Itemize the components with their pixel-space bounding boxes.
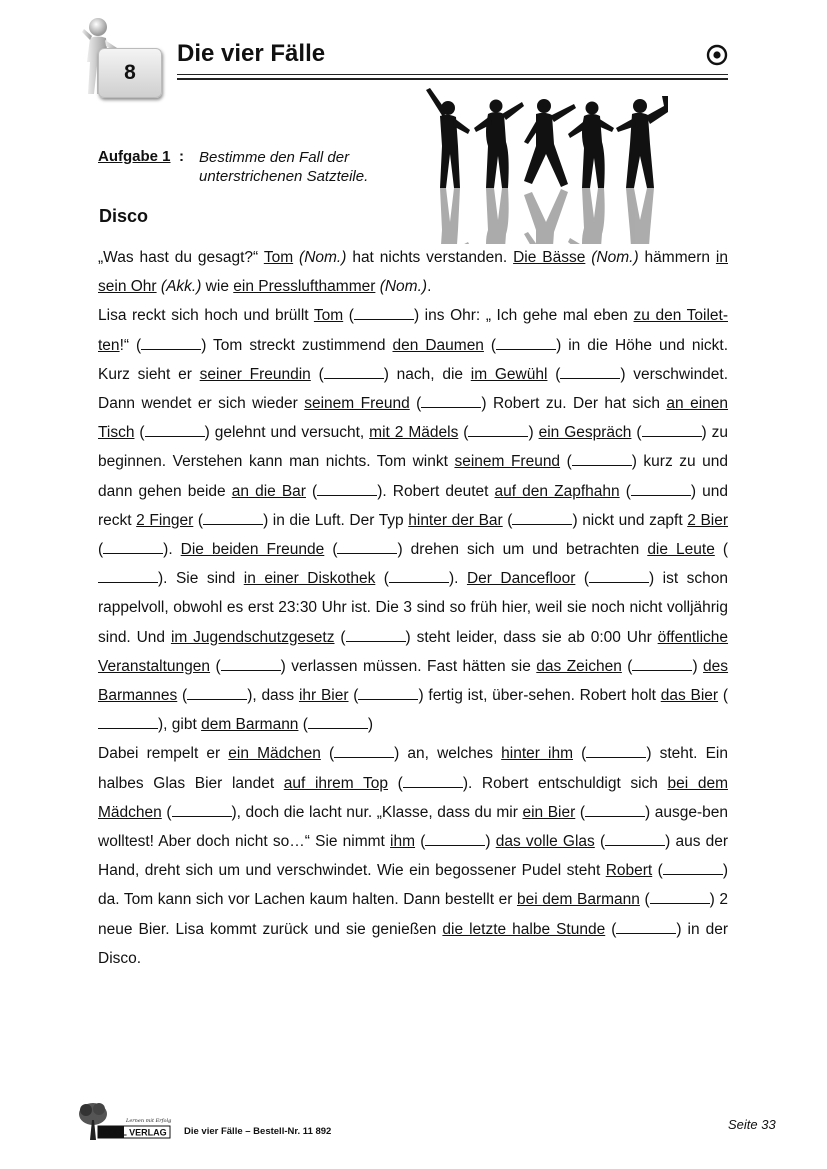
- answer-blank[interactable]: [616, 921, 676, 934]
- answer-blank[interactable]: [187, 687, 247, 700]
- dancers-silhouette-image: [418, 84, 680, 244]
- answer-blank[interactable]: [172, 804, 232, 817]
- story-text: [98, 243, 728, 973]
- kohl-verlag-logo: [76, 1100, 172, 1148]
- task-colon: :: [179, 148, 184, 165]
- story-title: Disco: [99, 206, 149, 226]
- page-number: Seite 33: [728, 1117, 776, 1132]
- answer-blank[interactable]: [317, 483, 377, 496]
- answer-blank[interactable]: [354, 307, 414, 320]
- answer-blank[interactable]: [324, 366, 384, 379]
- answer-blank[interactable]: [141, 337, 201, 350]
- answer-blank[interactable]: [221, 658, 281, 671]
- answer-blank[interactable]: [650, 891, 710, 904]
- paragraph-2: Lisa reckt sich hoch und brüllt Tom ( ) ins Ohr: „ Ich gehe mal eben zu den Toilet-ten!“ ( ) Tom streckt zustimmend den Daumen ( ) in die Höhe und nickt. Kurz sieht er seiner Freundin ( ) nach, die im Gewühl ( ) verschwindet. Dann wendet er sich wieder seinem Freund ( ) Robert zu. Der hat sich an einen Tisch ( ) gelehnt und versucht, mit 2 Mädels ( ) ein Gespräch ( ) zu beginnen. Verstehen kann man nichts. Tom winkt seinem Freund ( ) kurz zu und dann gehen beide an die Bar ( ). Robert deutet auf den Zapfhahn ( ) und reckt 2 Finger ( ) in die Luft. Der Typ hinter der Bar ( ) nickt und zapft 2 Bier ( ). Die beiden Freunde ( ) drehen sich um und betrachten die Leute (). Sie sind in einer Diskothek ( ). Der Dancefloor ( ) ist schon rappelvoll, obwohl es erst 23:30 Uhr ist. Die 3 sind so früh hier, weil sie noch nicht volljährig sind. Und im Jugendschutzgesetz ( ) steht leider, dass sie ab 0:00 Uhr öffentliche Veranstaltungen ( ) verlassen müssen. Fast hätten sie das Zeichen ( ) des Barmannes ( ), dass ihr Bier ( ) fertig ist, über-sehen. Robert holt das Bier (), gibt dem Barmann ( ): [98, 307, 729, 734]
- answer-blank[interactable]: [631, 483, 691, 496]
- answer-blank[interactable]: [632, 658, 692, 671]
- answer-blank[interactable]: [496, 337, 556, 350]
- case-answer: (Akk.): [160, 278, 202, 296]
- answer-blank[interactable]: [572, 453, 632, 466]
- answer-blank[interactable]: [468, 424, 528, 437]
- task-instruction: Bestimme den Fall der unterstrichenen Satzteile.: [199, 149, 369, 185]
- svg-text:KOHL VERLAG: KOHL VERLAG: [101, 1127, 167, 1138]
- answer-blank[interactable]: [334, 745, 394, 758]
- answer-blank[interactable]: [103, 541, 163, 554]
- target-icon: [706, 44, 728, 66]
- answer-blank[interactable]: [605, 833, 665, 846]
- answer-blank[interactable]: [586, 745, 646, 758]
- answer-blank[interactable]: [589, 570, 649, 583]
- answer-blank[interactable]: [145, 424, 205, 437]
- task-label: Aufgabe 1: [98, 148, 171, 165]
- header-rule-thin: [177, 74, 728, 75]
- footer-order-info: Die vier Fälle – Bestell-Nr. 11 892: [184, 1126, 332, 1137]
- answer-blank[interactable]: [425, 833, 485, 846]
- answer-blank[interactable]: [203, 512, 263, 525]
- paragraph-1: „Was hast du gesagt?“ Tom (Nom.) hat nichts verstanden. Die Bässe (Nom.) hämmern in sein Ohr (Akk.) wie ein Presslufthammer (Nom.).: [98, 249, 728, 296]
- answer-blank[interactable]: [585, 804, 645, 817]
- answer-blank[interactable]: [642, 424, 702, 437]
- answer-blank[interactable]: [403, 775, 463, 788]
- answer-blank[interactable]: [512, 512, 572, 525]
- case-answer: (Nom.): [379, 278, 428, 296]
- answer-blank[interactable]: [663, 862, 723, 875]
- answer-blank[interactable]: [337, 541, 397, 554]
- answer-blank[interactable]: [98, 716, 158, 729]
- underlined-phrase: Die Bässe: [513, 249, 586, 266]
- answer-blank[interactable]: [389, 570, 449, 583]
- answer-blank[interactable]: [346, 629, 406, 642]
- answer-blank[interactable]: [308, 716, 368, 729]
- underlined-phrase: Tom: [263, 249, 294, 266]
- case-answer: (Nom.): [299, 249, 347, 266]
- underlined-phrase: in sein Ohr: [98, 249, 728, 296]
- answer-blank[interactable]: [421, 395, 481, 408]
- header-rule-thick: [177, 78, 728, 80]
- answer-blank[interactable]: [358, 687, 418, 700]
- paragraph-3: Dabei rempelt er ein Mädchen ( ) an, welches hinter ihm ( ) steht. Ein halbes Glas Bier landet auf ihrem Top ( ). Robert entschuldigt sich bei dem Mädchen ( ), doch die lacht nur. „Klasse, dass du mir ein Bier ( ) ausge-ben wolltest! Aber doch nicht so…“ Sie nimmt ihm ( ) das volle Glas ( ) aus der Hand, dreht sich um und verschwindet. Wie ein begossener Pudel steht Robert ( ) da. Tom kann sich vor Lachen kaum halten. Dann bestellt er bei dem Barmann ( ) 2 neue Bier. Lisa kommt zurück und sie genießen die letzte halbe Stunde ( ) in der Disco.: [98, 745, 729, 967]
- chapter-number-badge: 8: [98, 48, 162, 98]
- case-answer: (Nom.): [591, 249, 639, 266]
- svg-text:Lernen mit Erfolg: Lernen mit Erfolg: [126, 1118, 172, 1124]
- answer-blank[interactable]: [98, 570, 158, 583]
- underlined-phrase: ein Presslufthammer: [233, 278, 376, 296]
- page-title: Die vier Fälle: [177, 40, 326, 67]
- answer-blank[interactable]: [560, 366, 620, 379]
